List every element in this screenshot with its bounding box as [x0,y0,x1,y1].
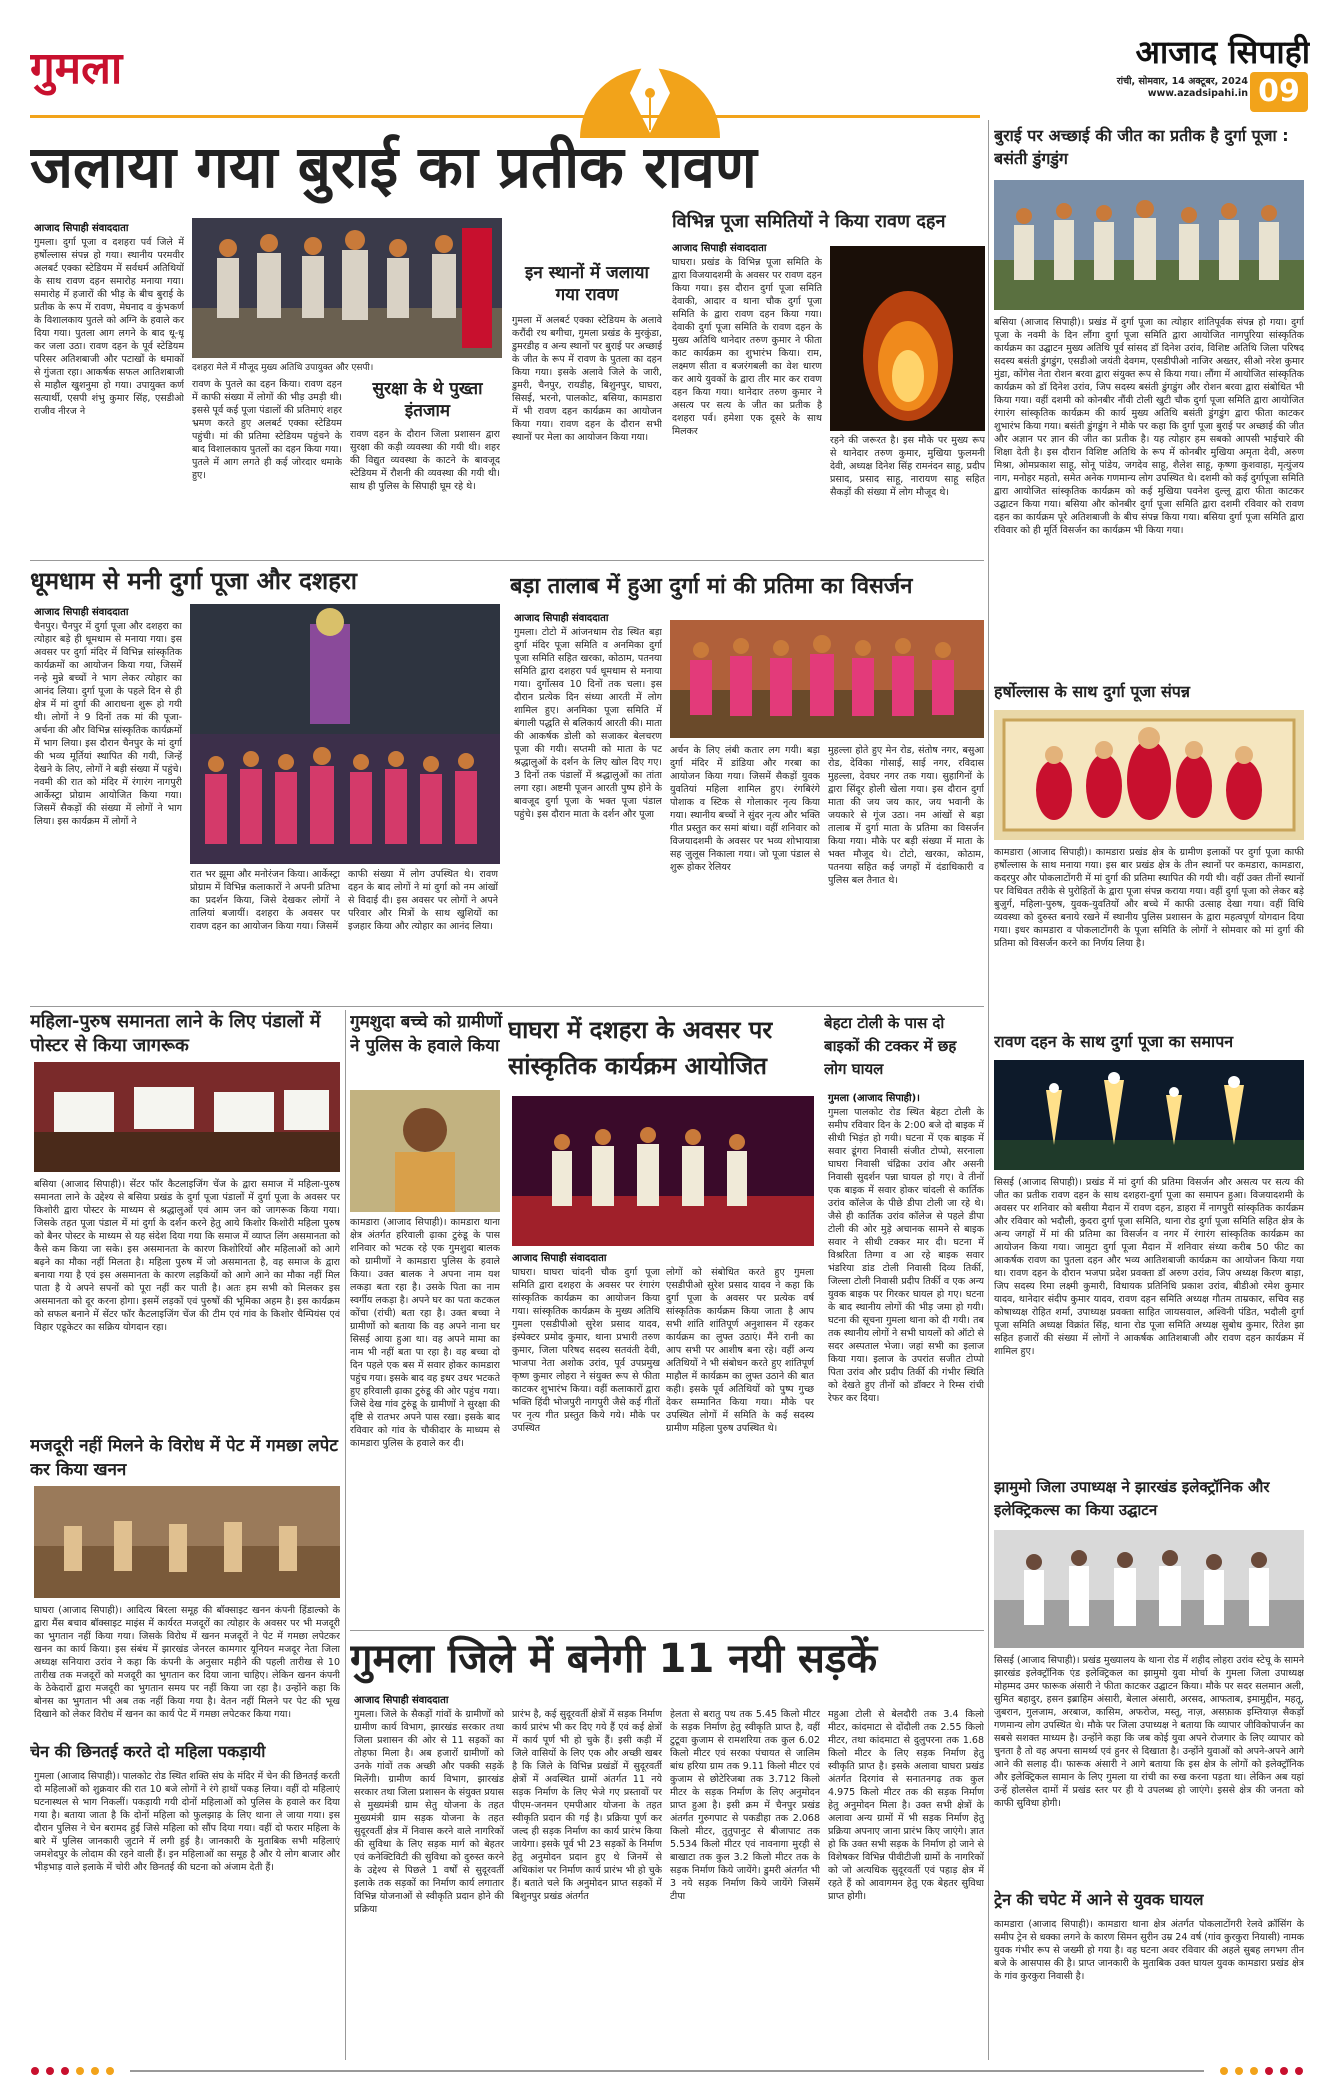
row-rule [30,560,984,561]
chainpur-body-3: काफी संख्या में लोग उपस्थित थे। रावण दहन के बाद लोगों ने मां दुर्गा को नम आंखों से विदाई दी। इस अवसर पर लोगों ने अपने परिवार और मित्रों के साथ खुशियों का इजहार किया और त्योहार का आनंद लिया। [348,869,498,932]
beheta-byline: गुमला (आजाद सिपाही)। [828,1093,920,1104]
mahila-headline: महिला-पुरुष समानता लाने के लिए पंडालों में पोस्टर से किया जागरूक [30,1011,321,1056]
beheta-headline: बेहटा टोली के पास दो बाइकों की टक्कर में छह लोग घायल [824,1014,957,1078]
gumshuda-headline: गुमशुदा बच्चे को ग्रामीणों ने पुलिस के हवाले किया [350,1012,503,1056]
fireworks-photo [994,1060,1304,1170]
train-body: कामडारा (आजाद सिपाही)। कामडारा थाना क्षेत्र अंतर्गत पोकलाटोंगरी रेलवे क्रॉसिंग के समीप ट्रेन से धक्का लगने के कारण सिमन सुरीन उम्र 24 वर्ष (गांव कुरकुरा नियासी) नामक युवक गंभीर रूप से जख्मी हो गया है। वह घटना अवर रविवार की अहले सुबह लगभग तीन बजे के आसपास की है। प्राप्त जानकारी के मुताबिक उक्त घायल युवक कामडारा प्रखंड क्षेत्र के गांव कुरकुरा निवासी है। [994,1919,1304,1982]
roads-col-4: महुआ टोली से बेलदौरी तक 3.4 किलो मीटर, कांदमाटा से दोंदौली तक 2.55 किलो मीटर, तथा कांदमाटा से दुलुपरना तक 1.68 किलो मीटर के लिए सड़क निर्माण हेतु स्वीकृति प्राप्त है। इसके अलावा घाघरा प्रखंड अंतर्गत दिरगांव से सनातनगढ़ तक कुल 4.975 किलो मीटर तक की सड़क निर्माण हेतु अनुमोदन मिला है। उक्त सभी क्षेत्रों के अलावा अन्य ग्रामों में भी सड़क निर्माण हेतु प्रक्रिया अपनाए जाना प्रारंभ किए जाएंगे। ज्ञात हो कि उक्त सभी सड़क के निर्माण हो जाने से विशेषकर विभिन्न पीवीटीजी ग्रामों के नागरिकों को जो अत्यधिक सुदूरवर्ती एवं पहाड़ क्षेत्र में रहते हैं को आवागमन हेतु एक बेहतर सुविधा प्राप्त होगी। [828,1709,984,1902]
page-number: 09 [1250,72,1308,112]
ravan-fire-photo [830,246,985,431]
sanskritik-body-2: लोगों को संबोधित करते हुए गुमला एसडीपीओ सुरेश प्रसाद यादव ने कहा कि दुर्गा पूजा के अवसर पर प्रत्येक वर्ष सांस्कृतिक कार्यक्रम किया जाता है आप सभी शांति शांतिपूर्ण अनुशासन में रहकर कार्यक्रम का लुफ्त उठाएं। मैंने रानी का आप सभी पर आशीष बना रहे। वहीं अन्य अतिथियों ने भी संबोधन करते हुए शांतिपूर्ण माहौल में कार्यक्रम का लुफ्त उठाने की बात कही। इसके पूर्व अतिथियों को पुष्प गुच्छ देकर सम्मानित किया गया। मौके पर उपस्थित लोगों में समिति के कई सदस्य ग्रामीण महिला पुरुष उपस्थित थे। [666,1267,814,1434]
majduri-body: घाघरा (आजाद सिपाही)। आदित्य बिरला समूह की बॉक्साइट खनन कंपनी हिंडाल्को के द्वारा मैंस बचाव बॉक्साइट माइंस में कार्यरत मजदूरों का त्योहार के अवसर पर भी मजदूरी का भुगतान नहीं किया गया। जिसके विरोध में खनन मजदूरों ने पेट में गमछा लपेटकर खनन का कार्य किया। इस संबंध में झारखंड जेनरल कामगार यूनियन मजदूर नेता जिला अध्यक्ष सनियारा उरांव ने कहा कि कंपनी के अनुसार महीने की पहली तारीख से 10 तारीख तक मजदूरों को मजदूरी का भुगतान कर दिया जाना चाहिए। लेकिन खनन कंपनी के ठेकेदारों द्वारा मजदूरी का भुगतान समय पर नहीं किया जा रहा है। उन्होंने कहा कि बोनस का भुगतान भी अब तक नहीं किया गया है। वेतन नहीं मिलने पर पेट की भूख दिखाने को लेकर विरोध में खनन का कार्य पेट में गमछा लपेटकर किया गया। [34,1605,340,1720]
roads-col-1: गुमला। जिले के सैकड़ों गांवों के ग्रामीणों को ग्रामीण कार्य विभाग, झारखंड सरकार तथा जिला प्रशासन की ओर से 11 सड़कों का तोहफा मिला है। अब हजारों ग्रामीणों को उनके गांवों तक अच्छी और पक्की सड़कें मिलेंगी। ग्रामीण कार्य विभाग, झारखंड सरकार तथा जिला प्रशासन के संयुक्त प्रयास से मुख्यमंत्री ग्राम सेतु योजना के तहत मुख्यमंत्री ग्राम सड़क योजना के तहत सुदूरवर्ती क्षेत्र में निवास करने वाले नागरिकों की सुविधा के लिए सड़क मार्ग को बेहतर एवं कनेक्टिविटी की सुविधा को दुरुस्त करने के उद्देश्य से पिछले 1 वर्षों से सुदूरवर्ती इलाके तक सड़कों का निर्माण कार्य लगातार विभिन्न योजनाओं से स्वीकृति प्रदान होने की प्रक्रिया [354,1709,504,1915]
talab-photo [670,620,984,738]
gumshuda-body: कामडारा (आजाद सिपाही)। कामडारा थाना क्षेत्र अंतर्गत हरिवाली ढ़ाका टुरुंडू के पास शनिवार को भटक रहे एक गुमशुदा बालक को ग्रामीणों ने कामडारा पुलिस के हवाले किया। उक्त बालक ने अपना नाम यश लकड़ा बता रहा है। उसके पिता का नाम स्वर्गीय लकड़ा है। अपने घर का पता कटकल कोंचा (रांची) बता रहा है। उक्त बच्चा ने ग्रामीणों को बताया कि वह अपने नाना घर सिसई आया हुआ था। वह अपने मामा का नाम भी नहीं बता पा रहा है। वह बच्चा दो दिन पहले एक बस में सवार होकर कामडारा पहुंच गया। इसके बाद वह इधर उधर भटकते हुए हरिवाली ढ़ाका टुरुंडू की ओर पहुंच गया। जिसे देख गांव टुरुंडू के ग्रामीणों ने सुरक्षा की दृष्टि से रातभर अपने पास रखा। इसके बाद रविवार को गांव के चौकीदार के माध्यम से कामडारा पुलिस के हवाले कर दी। [350,1217,500,1449]
roads-headline: गुमला जिले में बनेगी 11 नयी सड़कें [350,1636,878,1682]
dateline: रांची, सोमवार, 14 अक्टूबर, 2024 [1116,76,1248,87]
samapan-body: सिसई (आजाद सिपाही)। प्रखंड में मां दुर्गा की प्रतिमा विसर्जन और असत्य पर सत्य की जीत का प्रतीक रावण दहन के साथ दशहरा-दुर्गा पूजा का समापन हुआ। विजयादशमी के अवसर पर शनिवार को बसीया मैदान में रावण दहन, डाहरा में नागपुरी सांस्कृतिक कार्यक्रम और रविवार को भदौली, कुदरा दुर्गा पूजा समिति, थाना रोड दुर्गा पूजा समिति सहित क्षेत्र के अन्य जगहों में मां की प्रतिमा का विसर्जन व नगर में रंगारंग सांस्कृतिक कार्यक्रम का आयोजन किया गया। जामुटा दुर्गा पूजा मैदान में शनिवार संध्या करीब 50 फीट का आकर्षक रावण का पुतला दहन और भव्य आतिशबाजी कार्यक्रम का आयोजन किया गया था। रावण दहन के दौरान भजपा प्रदेश प्रवक्ता डॉ अरुण उरांव, जिप अध्यक्ष किरण बाड़ा, जिप सदस्य रिमा लक्ष्मी कुमारी, विधायक प्रतिनिधि प्रकाश उरांव, बीडीओ रमेश कुमार यादव, थानेदार संदीप कुमार यादव, रावण दहन समिति अध्यक्ष गौतम ताम्रकार, सचिव सह कोषाध्यक्ष रोहित शर्मा, उपाध्यक्ष प्रवक्ता साहित जायसवाल, अश्विनी पंडित, भदौली दुर्गा पूजा समिति अध्यक्ष विक्रांत सिंह, थाना रोड पूजा समिति अध्यक्ष सुबोध कुमार, रितेश झा सहित हजारों की संख्या में लोगों ने आकर्षक आतिशबाजी और रावण दहन कार्यक्रम में शामिल हुए। [994,1177,1304,1357]
harsh-body: कामडारा (आजाद सिपाही)। कामडारा प्रखंड क्षेत्र के ग्रामीण इलाकों पर दुर्गा पूजा काफी हर्षोल्लास के साथ मनाया गया। इस बार प्रखंड क्षेत्र के तीन स्थानों पर कमडारा, कामडारा, कदरपुर और पोकलाटोंगरी में मां दुर्गा की प्रतिमा स्थापित की गयी थी। वहीं उक्त तीनों स्थानों पर विधिवत तरीके से पुरोहितों के द्वारा पूजा संपन्न कराया गया। वहीं दुर्गा पूजा को लेकर बड़े बुजुर्ग, महिला-पुरुष, युवक-युवतियों और बच्चे में काफी उत्साह देखा गया। वहीं विधि व्यवस्था को दुरुस्त बनाये रखने में स्थानीय पुलिस प्रशासन के द्वारा महत्वपूर्ण योगदान दिया गया। इधर कामडारा व पोकलाटोंगरी के पूजा समिति के लोगों ने सोमवार को मां दुर्गा की प्रतिमा को विसर्जन करने का निर्णय लिया है। [994,847,1304,949]
mahila-body: बसिया (आजाद सिपाही)। सेंटर फॉर कैटलाइजिंग चेंज के द्वारा समाज में महिला-पुरुष समानता लाने के उद्देश्य से बसिया प्रखंड के दुर्गा पूजा पंडालों में दुर्गा पूजा के अवसर पर किशोरी द्वारा पोस्टर के माध्यम से श्रद्धालुओं एवं आम जन को जागरूक किया गया। जिसके तहत पूजा पंडाल में मां दुर्गा के दर्शन करने हेतु आये किशोर किशोरी महिला पुरुष को बैनर पोस्टर के माध्यम से यह संदेश दिया गया कि समाज में व्याप्त लिंग असमानता को कैसे कम किया जा सके। इस असमानता के कारण किशोरियों और महिलाओं को आगे बढ़ने का मौका नहीं मिलता है। महिला पुरुष में जो असमानता है, वह समाज के द्वारा बनाया गया है एवं इस असमानता के कारण लड़कियों को आगे आने का मौका नहीं मिल पाता है ये अपने सपनों को पूरा नहीं कर पाती है। अतः हम सभी को मिलकर इस असमानता को दूर करना होगा। इसमें लड़कों एवं पुरुषों की भूमिका अहम है। इस कार्यक्रम को सफल बनाने में सेंटर फॉर कैटलाइजिंग चेंज की टीम एवं गांव के किशोर चैम्पियंस एवं विहार एडूकेटर का सक्रिय योगदान रहा। [34,1179,340,1333]
row-rule [30,1006,984,1007]
basia-photo [994,180,1304,310]
lead-photo-caption: दशहरा मेले में मौजूद मुख्य अतिथि उपायुक्त और एसपी। [192,363,374,373]
harsh-headline: हर्षोल्लास के साथ दुर्गा पूजा संपन्न [994,682,1191,701]
boy-photo [350,1090,500,1212]
lead-body-2: रावण के पुतले का दहन किया। रावण दहन में काफी संख्या में लोगों की भीड़ उमड़ी थी। इससे पूर्व कई पूजा पंडालों की प्रतिमाएं शहर भ्रमण करते हुए अलबर्ट एक्का स्टेडियम पहुंची। मां की प्रतिमा स्टेडियम पहुंचने के बाद विशालकाय पुतलों का दहन किया गया। पुतले में आग लगते ही कई जोरदार धमाके हुए। [192,379,342,481]
talab-headline: बड़ा तालाब में हुआ दुर्गा मां की प्रतिमा का विसर्जन [510,574,913,599]
chain-headline: चेन की छिनतई करते दो महिला पकड़ायी [30,1742,266,1761]
talab-body-3: मुहल्ला होते हुए मेन रोड, संतोष नगर, बसुआ रोड, देविका गोसाई, साई नगर, रविदास मुहल्ला, देवघर नगर तक गया। सुहागिनों के द्वारा सिंदूर होली खेला गया। इस दौरान दुर्गा माता की जय जय कार, जय भवानी के जयकारे से गूंज उठा। नम आंखों से बड़ा तालाब में दुर्गा माता के प्रतिमा का विसर्जन किया गया। मौके पर बड़ी संख्या में माता के भक्त मौजूद थे। टोटो, खरका, कोठाम, पतनया सहित कई जगहों में दंडाधिकारी व पुलिस बल तैनात थे। [828,745,984,886]
places-body: गुमला में अलबर्ट एक्का स्टेडियम के अलावे करौंदी रथ बगीचा, गुमला प्रखंड के मुरकुंडा, डुमरडीह व अन्य स्थानों पर बुराई पर अच्छाई के जीत के रूप में रावण के पुतला का दहन किया गया। इसके अलावे जिले के जारी, डुमरी, चैनपुर, रायडीह, बिशुनपुर, घाघरा, सिसई, भरनो, पालकोट, बसिया, कामडारा में भी रावण दहन कार्यक्रम का आयोजन किया गया। रावण दहन के दौरान सभी स्थानों पर मेला का आयोजन किया गया। [512,315,662,443]
sanskritik-headline: घाघरा में दशहरा के अवसर पर सांस्कृतिक कार्यक्रम आयोजित [508,1016,773,1080]
sanskritik-body: घाघरा। घाघरा चांदनी चौक दुर्गा पूजा समिति द्वारा दशहरा के अवसर पर रंगारंग सांस्कृतिक कार्यक्रम का आयोजन किया गया। सांस्कृतिक कार्यक्रम के मुख्य अतिथि गुमला एसडीपीओ सुरेश प्रसाद यादव, इंस्पेक्टर प्रमोद कुमार, थाना प्रभारी तरुण कुमार, जिला परिषद सदस्य सतवंती देवी, भाजपा नेता अशोक उरांव, पूर्व उपप्रमुख कृष्ण कुमार लोहरा ने संयुक्त रूप से फीता काटकर शुभारंभ किया। वहीं कलाकारों द्वारा भक्ति हिंदी भोजपुरी नागपुरी जैसे कई गीतों पर नृत्य गीत प्रस्तुत किये गये। मौके पर उपस्थित [512,1267,660,1434]
majduri-headline: मजदूरी नहीं मिलने के विरोध में पेट में गमछा लपेट कर किया खनन [30,1436,338,1480]
train-headline: ट्रेन की चपेट में आने से युवक घायल [994,1890,1204,1909]
ghaghra-dahan-body-2: रहने की जरूरत है। इस मौके पर मुख्य रूप से थानेदार तरुण कुमार, मुखिया फुलमनी देवी, अध्यक्ष दिनेश सिंह रामनंदन साहू, प्रदीप प्रसाद, प्रसाद साहू, नारायण साहू सहित सैकड़ों की संख्या में लोग मौजूद थे। [830,435,985,498]
security-subhead: सुरक्षा के थे पुख्ता इंतजाम [372,379,483,421]
ghaghra-dahan-headline: विभिन्न पूजा समितियों ने किया रावण दहन [672,211,946,232]
beheta-body: गुमला पालकोट रोड स्थित बेहटा टोली के समीप रविवार दिन के 2:00 बजे दो बाइक में सीधी भिड़ंत हो गयी। घटना में एक बाइक में सवार डूंगरा निवासी संजीत टोप्पो, सरनाला घाघरा निवासी चंद्रिका उरांव और असनी निवासी सुदर्शन पन्ना घायल हो गए। वे तीनों एक बाइक में सवार होकर चांदली से कार्तिक उरांव कॉलेज के पीछे डीपा टोली जा रहे थे। जैसे ही कार्तिक उरांव कॉलेज से पहले डीपा टोली की ओर मुड़े अचानक सामने से बाइक सवार ने सीधी टक्कर मार दी। घटना में विश्ररिता तिग्गा व आ रहे बाइक सवार भंडरिया डांड टोली निवासी दिव्य तिर्की, जिल्ला टोली निवासी प्रदीप तिर्की व एक अन्य युवक बाइक पर गिरकर घायल हो गए। घटना के बाद स्थानीय लोगों की भीड़ जमा हो गयी। घटना की सूचना गुमला थाना को दी गयी। तब तक स्थानीय लोगों ने सभी घायलों को ऑटो से सदर अस्पताल भेजा। जहां सभी का इलाज किया गया। इलाज के उपरांत सजीत टोप्पो पिता उरांव और प्रदीप तिर्की की गंभीर स्थिति को देखते हुए तीनों को डॉक्टर ने रिम्स रांची रेफर कर दिया। [828,1107,984,1404]
lead-body: गुमला। दुर्गा पूजा व दशहरा पर्व जिले में हर्षोल्लास संपन्न हो गया। स्थानीय परमवीर अलबर्ट एक्का स्टेडियम में सर्वधर्म अतिथियों के साथ रावण दहन समारोह मनाया गया। समारोह में हजारों की भीड़ के बीच बुराई के प्रतीक के रूप में रावण, मेघनाद व कुंभकर्ण के विशालकाय पुतले को अग्नि के हवाले कर दिया गया। पुतला आग लगने के बाद धू-धू कर जला उठा। रावण दहन के पूर्व स्टेडियम परिसर अतिशबाजी और पटाखों के धमाकों से गुंजता रहा। आकर्षक सफल आतिशबाजी से माहौल खुशनुमा हो गया। उपायुक्त कर्ण सत्यार्थी, एसपी शंभु कुमार सिंह, एसडीओ राजीव नीरज ने [34,237,184,417]
chainpur-body-2: रात भर झूमा और मनोरंजन किया। आर्केस्ट्रा प्रोग्राम में विभिन्न कलाकारों ने अपनी प्रतिभा का प्रदर्शन किया, जिसे देखकर लोगों ने तालियां बजायीं। दशहरा के अवसर पर रावण दहन का आयोजन किया गया। जिसमें [190,869,340,932]
places-subhead: इन स्थानों में जलाया गया रावण [525,263,649,305]
chainpur-body: चैनपुर। चैनपुर में दुर्गा पूजा और दशहरा का त्योहार बड़े ही धूमधाम से मनाया गया। इस अवसर पर दुर्गा मंदिर में विभिन्न सांस्कृतिक कार्यक्रमों का आयोजन किया गया, जिसमें नन्हे मुन्ने बच्चों ने भाग लेकर त्योहार का आनंद लिया। दुर्गा पूजा के पहले दिन से ही क्षेत्र में मां दुर्गा की आराधना शुरू हो गयी थी। लोगों ने 9 दिनों तक मां की पूजा-अर्चना की और विभिन्न सांस्कृतिक कार्यक्रमों में भाग लिया। इस दौरान चैनपुर के मां दुर्गा की भव्य मूर्तियां स्थापित की गयी, जिन्हें देखने के लिए, लोगों ने बड़ी संख्या में पहुंचे। नवमी की रात को मंदिर में रंगारंग नागपुरी आर्केस्ट्रा प्रोग्राम आयोजित किया गया। जिसमें सैकड़ों की संख्या में लोगों ने भाग लिया। इस कार्यक्रम में लोगों ने [34,621,182,827]
section-title: गुमला [30,43,123,94]
mahila-photo [34,1062,340,1172]
basia-headline: बुराई पर अच्छाई की जीत का प्रतीक है दुर्गा पूजा : बसंती डुंगडुंग [994,126,1289,168]
samapan-headline: रावण दहन के साथ दुर्गा पूजा का समापन [994,1032,1234,1051]
talab-body: गुमला। टोटो में आंजनधाम रोड स्थित बड़ा दुर्गा मंदिर पूजा समिति व अनमिका दुर्गा पूजा समिति सहित खरका, कोठाम, पतनया समिति द्वारा दशहरा पर्व धूमधाम से मनाया गया। दुर्गोत्सव 10 दिनों तक चला। इस दौरान प्रत्येक दिन संध्या आरती में लोग शामिल हुए। अनमिका पूजा समिति में बंगाली पद्धति से बलिकार्य आरती की। माता की आकर्षक डोली को सजाकर बेलचरण पूजा की गयी। सप्तमी को माता के पट श्रद्धालुओं के दर्शन के लिए खोल दिए गए। 3 दिनों तक पंडालों में श्रद्धालुओं का तांता लगा रहा। अष्टमी पूजन आरती पुष्प होने के बावजूद दुर्गा पूजा के भक्त पूजा पंडाल पहुंचे। इस दौरान माता के दर्शन और पूजा [514,627,662,820]
jharkhand-body: सिसई (आजाद सिपाही)। प्रखंड मुख्यालय के थाना रोड में शहीद लोहरा उरांव स्टेचू के सामने झारखंड इलेक्ट्रॉनिक एंड इलेक्ट्रिकल का झामुमो युवा मोर्चा के गुमला जिला उपाध्यक्ष मोहम्मद उमर फारूक अंसारी ने फीता काटकर उद्घाटन किया। मौके पर सदर सलमान अली, सुमित बहादुर, हसन इब्राहिम अंसारी, बेलाल अंसारी, अरसद, आफताब, इमामुद्दीन, महतू, जुबरान, गुलजाम, अरबाज, कासिम, अफरोज, मस्तू, नाज़, असफ़ाक इम्तियाज़ सैकड़ों गणमान्य लोग उपस्थित थे। मौके पर जिला उपाध्यक्ष ने बताया कि व्यापार जीविकोपार्जन का सबसे सशक्त माध्यम है। उन्होंने कहा कि जब कोई युवा अपने रोजगार के लिए व्यापार को चुनता है तो वह अपना सामर्थ्य एवं हुनर से दिखाता है। उन्होंने युवाओं को अपने-अपने आगे आने की सलाह दी। फारूक अंसारी ने आगे बताया कि इस क्षेत्र के लोगों को इलेक्ट्रॉनिक और इलेक्ट्रिकल सामान के लिए गुमला या रांची का रुख करना पड़ता था। लेकिन अब यहां उन्हें होलसेल दामों में प्रखंड स्तर पर ही ये उपलब्ध हो जाएंगे। इससे क्षेत्र की जनता को काफी सुविधा होगी। [994,1655,1304,1809]
talab-body-2: अर्चन के लिए लंबी कतार लग गयी। बड़ा दुर्गा मंदिर में डांडिया और गरबा का आयोजन किया गया। जिसमें सैकड़ों युवक युवतियां महिला शामिल हुए। रंगबिरंगे पोशाक व स्टिक से गोलाकार नृत्य किया गया। स्थानीय बच्चों ने सुंदर नृत्य और भक्ति गीत प्रस्तुत कर समां बांधा। वहीं शनिवार को विजयादशमी के अवसर पर भव्य शोभायात्रा सह जुलूस निकाला गया। जो पूजा पंडाल से शुरू होकर रेलियर [670,745,820,873]
durga-idol-photo [994,710,1304,840]
chainpur-photo [190,604,500,864]
column-rule [345,1010,346,2060]
pen-nib-logo [560,38,740,138]
sanskritik-byline: आजाद सिपाही संवाददाता [512,1253,607,1264]
footer-dots [30,2066,1304,2076]
jharkhand-headline: झामुमो जिला उपाध्यक्ष ने झारखंड इलेक्ट्रॉनिक और इलेक्ट्रिकल्स का किया उद्घाटन [994,1478,1270,1519]
sanskritik-photo [512,1096,814,1246]
chainpur-byline: आजाद सिपाही संवाददाता [34,607,129,618]
majduri-photo [34,1486,340,1598]
masthead-rule [30,115,980,118]
talab-byline: आजाद सिपाही संवाददाता [514,613,609,624]
column-rule [988,120,989,2060]
basia-body: बसिया (आजाद सिपाही)। प्रखंड में दुर्गा पूजा का त्योहार शांतिपूर्वक संपन्न हो गया। दुर्गा पूजा के नवमी के दिन लौंगा दुर्गा पूजा समिति द्वारा आयोजित नागपुरिया सांस्कृतिक कार्यक्रम का उद्घाटन मुख्य अतिथि पूर्व सांसद डॉ दिनेश उरांव, विशिष्ट अतिथि जिला परिषद सदस्य बसंती डुंगडुंग, एसडीओ जयंती देवगम, एसडीपीओ नाजिर अख्तर, सीओ नरेश कुमार मुंडा, कोंगेस नेता रोशन बरवा द्वारा संयुक्त रूप से किया गया। लौंगा में आयोजित सांस्कृतिक कार्यक्रम को डॉ दिनेश उरांव, जिप सदस्य बसंती डुंगडुंग और रोशन बरवा द्वारा संबोधित भी किया गया। वहीं दशमी को कोनबीर नौंवी टोली खुटी चौक दुर्गा पूजा समिति द्वारा आयोजित रंगारंग सांस्कृतिक कार्यक्रम की कार्य मुख्य अतिथि बसंती डुंगडुंग द्वारा फीता काटकर शुभारंभ किया गया। बसंती डुंगडुंग ने मौके पर कहा कि दुर्गा पूजा बुराई पर अच्छाई की जीत और अज्ञान पर ज्ञान की जीत का प्रतीक है। यह त्योहार हम सबको आपसी भाईचारे की शिक्षा देती है। इस दौरान विशिष्ट अतिथि के रूप में कोनबीर मुखिया अमृता देवी, अरुण मिश्रा, ओमप्रकाश साहू, सोनू पांडेय, जगदेव साहू, शैलेश साहू, कृष्णा कुशवाहा, मृत्युंजय नाग, मनोहर महतो, समेत अनेक गणमान्य लोग उपस्थित थे। दशमी को कई दुर्गापूजा समिति द्वारा आयोजित सांस्कृतिक कार्यक्रम को कई मुखिया पवनेश दुल्लू द्वारा फीता काटकर उद्घाटन किया गया। बसिया और कोनबीर दुर्गा पूजा समिति द्वारा दशमी रविवार को रावण दहन का कार्यक्रम पूरे अतिशबाजी के बीच संपन्न किया गया। बसिया दुर्गा पूजा समिति द्वारा रविवार को ही मूर्ति विसर्जन का कार्यक्रम भी किया गया। [994,317,1304,536]
lead-byline: आजाद सिपाही संवाददाता [34,223,129,234]
row-rule [350,1630,984,1631]
roads-col-3: हेलता से बरातु पथ तक 5.45 किलो मीटर के सड़क निर्माण हेतु स्वीकृति प्राप्त है, वहीं टुटूवा कुजाम से रामशरिया तक कुल 6.02 किलो मीटर एवं सरका पंचायत से जालिम बांध हरिया ग्राम तक 9.11 किलो मीटर एवं कुजाम से छोटेरिजबा तक 3.712 किलो मीटर के सड़क निर्माण के लिए अनुमोदन प्राप्त हुआ है। इसी क्रम में चैनपुर प्रखंड अंतर्गत गुरुगपाट से पकडीहा तक 2.068 किलो मीटर, तुतुपानुट से बीजापाट तक 5.534 किलो मीटर एवं नावनागा मुरही से बाखाटा तक कुल 3.2 किलो मीटर तक के सड़क निर्माण किये जायेंगे। डुमरी अंतर्गत भी 3 नये सड़क निर्माण किये जायेंगे जिसमें टीपा [670,1709,820,1902]
jharkhand-photo [994,1530,1304,1648]
lead-headline: जलाया गया बुराई का प्रतीक रावण [30,133,757,201]
ghaghra-dahan-body: घाघरा। प्रखंड के विभिन्न पूजा समिति के द्वारा विजयादशमी के अवसर पर रावण दहन किया गया। इस दौरान दुर्गा पूजा समिति देवाकी, आदार व थाना चौक दुर्गा पूजा समिति के द्वारा रावण दहन किया गया। देवाकी दुर्गा पूजा समिति के रावण दहन के मुख्य अतिथि थानेदार तरुण कुमार ने फीता काट कार्यक्रम का शुभारंभ किया। राम, लक्ष्मण सीता व बजरंगबली का वेश धारण कर आये युवकों के द्वारा तीर मार कर रावण दहन किया गया। थानेदार तरुण कुमार ने असत्य पर सत्य के जीत का प्रतीक है दशहरा पर्व। हमेशा एक दूसरे के साथ मिलकर [672,257,822,437]
lead-photo [192,218,502,358]
roads-byline: आजाद सिपाही संवाददाता [354,1695,449,1706]
paper-name: आजाद सिपाही [1135,33,1310,71]
chain-body: गुमला (आजाद सिपाही)। पालकोट रोड स्थित शक्ति संघ के मंदिर में चेन की छिनतई करती दो महिलाओं को शुक्रवार की रात 10 बजे लोगों ने रंगे हाथों पकड़ लिया। वहीं दो महिलाएं घटनास्थल से भाग निकलीं। पकड़ायी गयी दोनों महिलाओं को पुलिस के हवाले कर दिया गया है। बताया जाता है कि दोनों महिला को फुलझाड़ के लिए थाना ले जाया गया। इस दौरान पुलिस ने चेन बरामद हुई जिसे महिला को सौंप दिया गया। वहीं दो फरार महिला के बारे में पुलिस जानकारी जुटाने में लगी हुई है। जानकारी के मुताबिक सभी महिलाएं जमशेदपुर के लोदाम की रहने वाली हैं। इन महिलाओं का समूह है और ये लोग बाजार और भीड़भाड़ वाले इलाके में चोरी और छिनतई की घटना को अंजाम देती हैं। [34,1771,340,1873]
chainpur-headline: धूमधाम से मनी दुर्गा पूजा और दशहरा [30,567,358,595]
ghaghra-dahan-byline: आजाद सिपाही संवाददाता [672,243,767,254]
roads-col-2: प्रारंभ है, कई सुदूरवर्ती क्षेत्रों में सड़क निर्माण कार्य प्रारंभ भी कर दिए गये हैं एवं कई क्षेत्रों में कार्य पूर्ण भी हो चुके हैं। इसी कड़ी में जिले वासियों के लिए एक और अच्छी खबर है कि जिले के विभिन्न प्रखंडों में सुदूरवर्ती क्षेत्रों में अवस्थित ग्रामों अंतर्गत 11 नये सड़क निर्माण के लिए भेजे गए प्रस्तावों पर पीएम-जनमन एमपीआर योजना के तहत स्वीकृति प्रदान की गई है। प्रक्रिया पूर्ण कर जल्द ही सड़क निर्माण का कार्य प्रारंभ किया जायेगा। इसके पूर्व भी 23 सड़कों के निर्माण हेतु अनुमोदन प्रदान हुए थे जिनमें से अधिकांश पर निर्माण कार्य प्रारंभ भी हो चुके हैं। बताते चले कि अनुमोदन प्राप्त सड़कों में बिशुनपुर प्रखंड अंतर्गत [512,1709,662,1902]
security-body: रावण दहन के दौरान जिला प्रशासन द्वारा सुरक्षा की कड़ी व्यवस्था की गयी थी। शहर की विद्युत व्यवस्था के काटने के बावजूद स्टेडियम में रौशनी की व्यवस्था की गयी थी। साथ ही पुलिस के सिपाही घूम रहे थे। [350,429,500,492]
website: www.azadsipahi.in [1147,88,1248,99]
